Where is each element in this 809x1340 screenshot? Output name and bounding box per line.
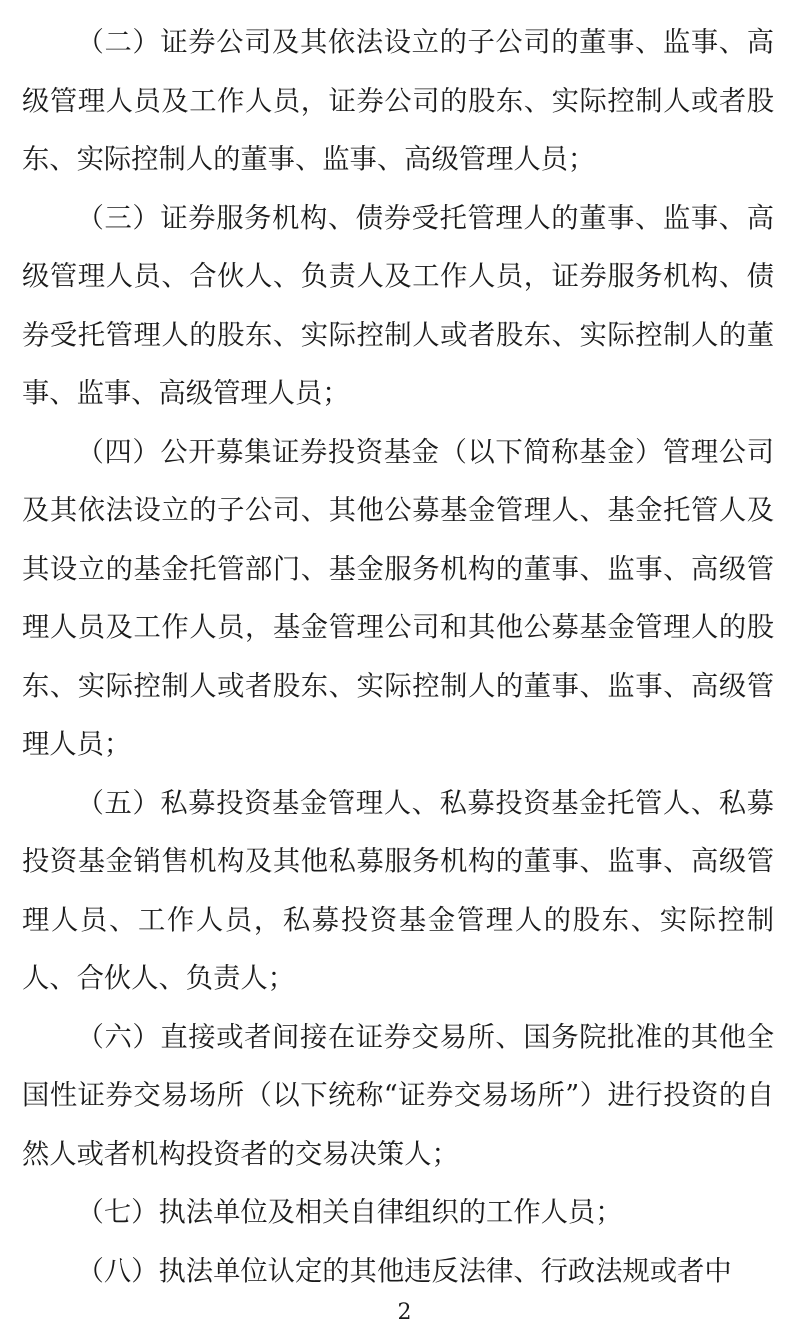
paragraph-item-3: （三）证券服务机构、债券受托管理人的董事、监事、高级管理人员、合伙人、负责人及工作人员，证券服务机构、债券受托管理人的股东、实际控制人或者股东、实际控制人的董事、监事、高级管理人员； [22,202,774,409]
paragraph-item-4: （四）公开募集证券投资基金（以下简称基金）管理公司及其依法设立的子公司、其他公募基金管理人、基金托管人及其设立的基金托管部门、基金服务机构的董事、监事、高级管理人员及工作人员，基金管理公司和其他公募基金管理人的股东、实际控制人或者股东、实际控制人的董事、监事、高级管理人员； [22,436,774,760]
page-number: 2 [397,1300,412,1325]
paragraph-item-8: （八）执法单位认定的其他违反法律、行政法规或者中 [76,1255,732,1287]
paragraph-item-2: （二）证券公司及其依法设立的子公司的董事、监事、高级管理人员及工作人员，证券公司的股东、实际控制人或者股东、实际控制人的董事、监事、高级管理人员； [22,27,774,175]
paragraph-item-7: （七）执法单位及相关自律组织的工作人员； [76,1197,623,1228]
paragraph-item-5: （五）私募投资基金管理人、私募投资基金托管人、私募投资基金销售机构及其他私募服务机构的董事、监事、高级管理人员、工作人员，私募投资基金管理人的股东、实际控制人、合伙人、负责人； [22,787,774,994]
document-body [22,14,774,1301]
paragraph-item-6: （六）直接或者间接在证券交易所、国务院批准的其他全国性证券交易场所（以下统称“证券交易场所”）进行投资的自然人或者机构投资者的交易决策人； [22,1021,774,1170]
